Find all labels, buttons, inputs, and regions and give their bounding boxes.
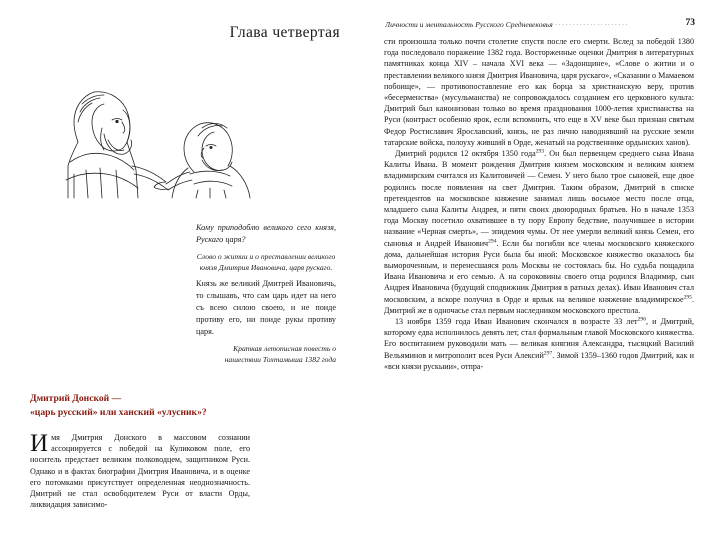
paragraph: 13 ноября 1359 года Иван Иванович скончался в возрасте 33 лет$^{296}$, и Дмитрий, которому едва исполнилось девять лет, стал формальным главой Московского княжества. Его воспитанием руководили мать — великая княгиня Александра, тысяцкий Василий Вельяминов и митрополит всея Руси Алексий$^{297}$. Зимой 1359–1360 годов Дмитрий, как и «вси князи рускыии», отпра- bbox=[384, 316, 694, 371]
running-head-text: Личности и ментальность Русского Средневековья bbox=[385, 20, 553, 29]
quote-block-2 bbox=[196, 278, 336, 365]
drop-cap: И bbox=[30, 430, 49, 457]
section-heading-line2: «царь русский» или ханский «улусник»? bbox=[30, 407, 207, 419]
chapter-title: Глава четвертая bbox=[229, 24, 340, 41]
two-medieval-men-engraving bbox=[30, 70, 330, 200]
left-page bbox=[0, 0, 357, 540]
left-body-column bbox=[30, 432, 250, 510]
quote-1-text: Кому приподоблю великого сего князя, Рускаго царя? bbox=[196, 223, 336, 244]
right-page bbox=[357, 0, 715, 540]
running-head bbox=[385, 20, 685, 29]
quote-2-source: Краткая летописная повесть о нашествии Тохтамыша 1382 года bbox=[224, 344, 336, 365]
left-body-text: мя Дмитрия Донского в массовом сознании ассоциируется с победой на Куликовом поле, его носитель предстает великим полководцем, защитником Руси. Однако и в фактах биографии Дмитрия Ивановича, и в оценке его потомками присутствует определенная неоднозначность. Дмитрий не стал освободителем Руси от власти Орды, ликвидация зависимо- bbox=[30, 433, 250, 510]
running-head-rule: ····················· bbox=[554, 20, 629, 29]
quote-2-text: Князь же великий Дмитрей Ивановичь, то слышавъ, что сам царь идет на него съ всею силою своею, и не поиде противу его, ни поиде рукы противу царя. bbox=[196, 279, 336, 336]
quote-1-source: Слово о житии и о преставлении великого князя Дмитрия Ивановича, царя рускаго. bbox=[196, 251, 336, 272]
section-heading bbox=[30, 392, 250, 421]
paragraph: сти произошла только почти столетие спустя после его смерти. Вслед за победой 1380 года последовало поражение 1382 года. Восторженные оценки Дмитрия в литературных памятниках конца XIV – начала XVI века — «Задонщине», «Слове о житии и о преставлении великого князя Дмитрия Ивановича, царя рускаго», «Сказании о Мамаевом побоище», — противопоставление его как борца за христианскую веру, против «бесерменства» (мусульманства) не сопровождалось созданием его церковного культа: Дмитрий был канонизован только во время празднования 1000-летия христианства на Руси (контраст особенно ярок, если вспомнить, что еще в XV веке был признан святым Федор Ростиславич Ярославский, князь, не раз лично наводнявший на русские земли татарские войска, полоуху живший в Орде, женатый на родственнике ордынских ханов). bbox=[384, 37, 694, 147]
section-heading-line1: Дмитрий Донской — bbox=[30, 393, 122, 404]
page-number: 73 bbox=[685, 18, 695, 28]
right-body-column bbox=[384, 36, 694, 372]
paragraph: Дмитрий родился 12 октября 1350 года$^{293}$. Он был первенцем среднего сына Ивана Калиты Ивана. В момент рождения Дмитрия князем московским и великим князем владимирским считался из Калитовичей — Семен. У него было трое сыновей, еще двое родились после появления на свет Дмитрия. Таким образом, Дмитрий в списке претендентов на московское княжение занимал лишь восьмое место после отца, младшего сына Калиты Андрея, и пяти своих двоюродных братьев. Но в начале 1353 года Москву посетило охватившее в ту пору Европу бедствие, получившее в истории название «Черная смерть», — эпидемия чумы. От нее умерли великий князь Семен, его сыновья и Андрей Иванович$^{294}$. Если бы погибли все члены московского княжеского дома, дальнейшая история Руси была бы иной: Московское княжество оказалось бы вымороченным, и перенесшаяся роль Москвы не состоялась бы. Но судьба пощадила Ивана Ивановича и его семью. А на сороковины своего отца родился Владимир, сын Андрея Ивановича (будущий сподвижник Дмитрия в ратных делах). Иван Иванович стал московским, а вскоре получил в Орде и ярлык на великое княжение владимирское$^{295}$. Дмитрий же в одночасье стал первым наследником московского престола. bbox=[384, 148, 695, 315]
quote-block-1 bbox=[196, 222, 336, 273]
